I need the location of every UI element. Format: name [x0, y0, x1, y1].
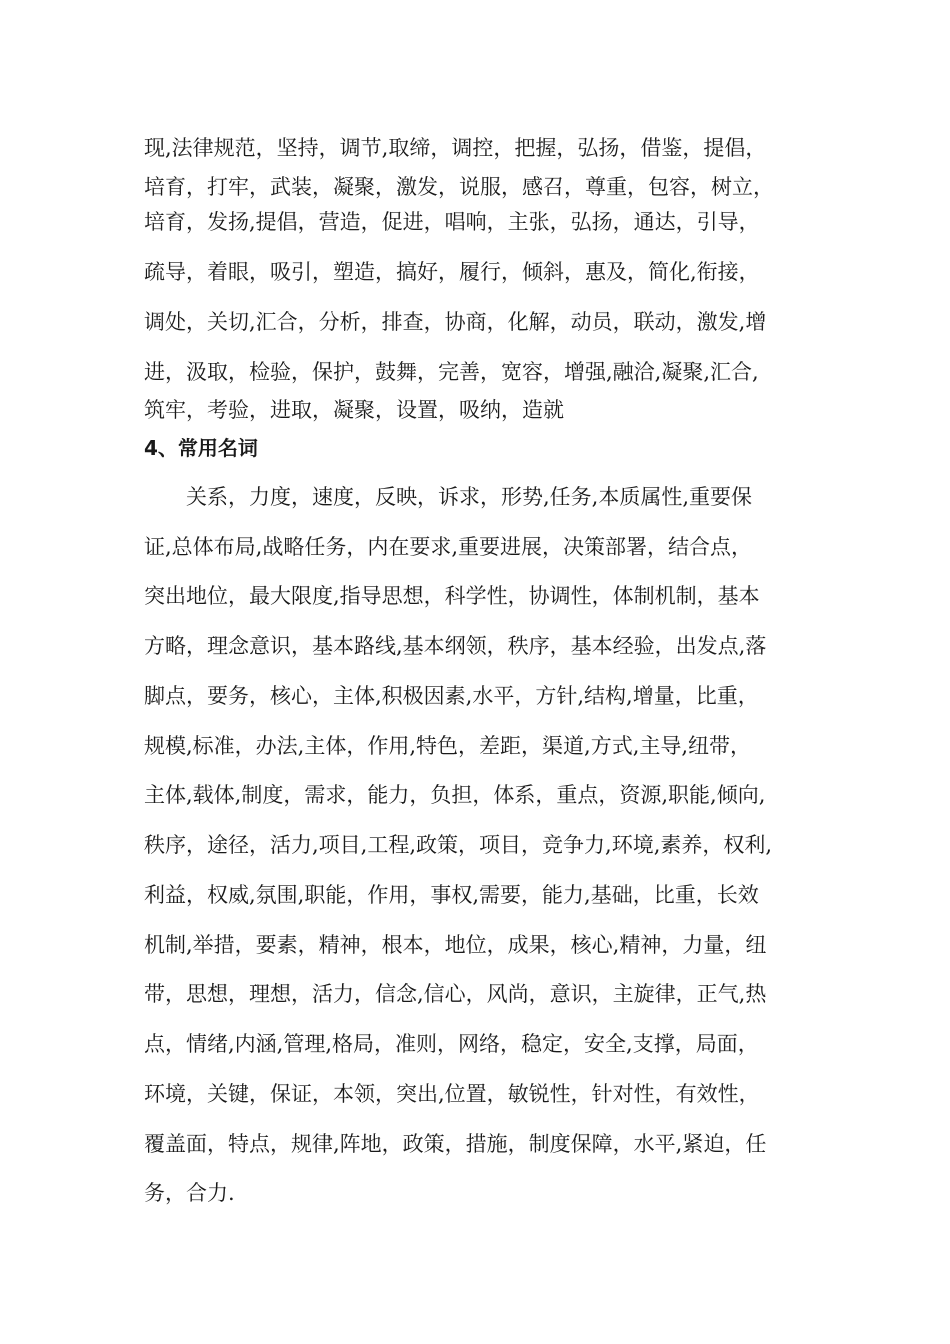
- text-line: 疏导，着眼，吸引，塑造，搞好，履行，倾斜，惠及，简化,衔接，: [144, 260, 760, 284]
- text-line: 秩序，途径，活力,项目,工程,政策，项目，竞争力,环境,素养，权利,: [144, 833, 773, 857]
- text-line: 关系，力度，速度，反映，诉求，形势,任务,本质属性,重要保: [186, 485, 753, 509]
- text-line: 主体,载体,制度，需求，能力，负担，体系，重点，资源,职能,倾向,: [144, 783, 766, 807]
- text-line: 调处，关切,汇合，分析，排查，协商，化解，动员，联动，激发,增: [144, 310, 767, 334]
- section-heading: 4、常用名词: [144, 436, 258, 460]
- text-line: 机制,举措，要素，精神，根本，地位，成果，核心,精神，力量，纽: [144, 933, 767, 957]
- text-line: 证,总体布局,战略任务，内在要求,重要进展，决策部署，结合点，: [144, 535, 753, 559]
- text-line: 覆盖面，特点，规律,阵地，政策，措施，制度保障，水平,紧迫，任: [144, 1132, 767, 1156]
- text-line: 环境，关键，保证，本领，突出,位置，敏锐性，针对性，有效性，: [144, 1082, 760, 1106]
- text-line: 利益，权威,氛围,职能，作用，事权,需要，能力,基础，比重，长效: [144, 883, 759, 907]
- text-line: 培育，发扬,提倡，营造，促进，唱响，主张，弘扬，通达，引导，: [144, 210, 760, 234]
- text-line: 带，思想，理想，活力，信念,信心，风尚，意识，主旋律，正气,热: [144, 982, 767, 1006]
- text-line: 培育，打牢，武装，凝聚，激发，说服，感召，尊重，包容，树立，: [144, 175, 774, 199]
- text-line: 筑牢，考验，进取，凝聚，设置，吸纳，造就: [144, 398, 564, 422]
- text-line: 突出地位，最大限度,指导思想，科学性，协调性，体制机制，基本: [144, 584, 760, 608]
- text-line: 脚点，要务，核心，主体,积极因素,水平，方针,结构,增量，比重，: [144, 684, 759, 708]
- text-line: 现,法律规范，坚持，调节,取缔，调控，把握，弘扬，借鉴，提倡，: [144, 136, 767, 160]
- text-line: 务，合力.: [144, 1181, 235, 1205]
- text-line: 规模,标准，办法,主体，作用,特色，差距，渠道,方式,主导,纽带，: [144, 734, 752, 758]
- text-line: 进，汲取，检验，保护，鼓舞，完善，宽容，增强,融洽,凝聚,汇合,: [144, 360, 759, 384]
- text-line: 点，情绪,内涵,管理,格局，准则，网络，稳定，安全,支撑，局面，: [144, 1032, 759, 1056]
- text-line: 方略，理念意识，基本路线,基本纲领，秩序，基本经验，出发点,落: [144, 634, 767, 658]
